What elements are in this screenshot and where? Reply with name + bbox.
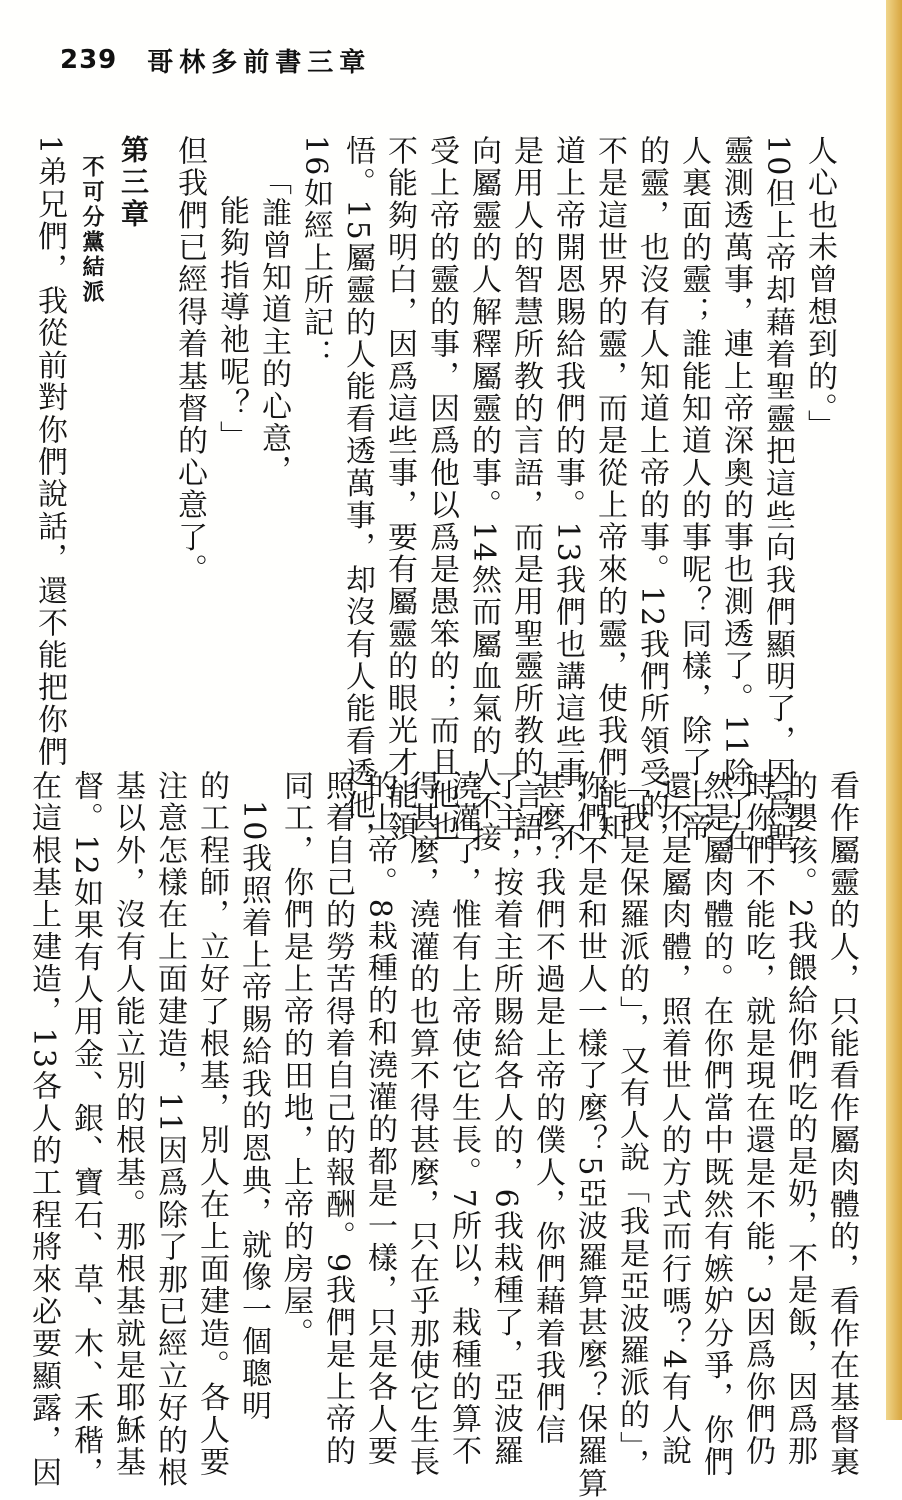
text-column: 督。12如果有人用金、銀、寶石、草、木、禾稭， bbox=[68, 770, 103, 1489]
text-column: 不能夠明白，因爲這些事，要有屬靈的眼光才能領 bbox=[382, 135, 417, 844]
top-text-block bbox=[28, 135, 840, 876]
text-column: 同工，你們是上帝的田地，上帝的房屋。 bbox=[278, 770, 313, 1350]
page-edge bbox=[886, 0, 902, 1420]
text-column: 1弟兄們，我從前對你們說話，還不能把你們 bbox=[32, 135, 67, 769]
bottom-text-block bbox=[22, 770, 862, 1500]
text-column: 靈測透萬事，連上帝深奧的事也測透了。11除了在 bbox=[718, 135, 753, 854]
text-column: 的工程師，立好了根基，別人在上面建造。各人要 bbox=[194, 770, 229, 1479]
text-column: 甚麼？我們不過是上帝的僕人，你們藉着我們信 bbox=[530, 770, 565, 1447]
text-column: 道上帝開恩賜給我們的事。13我們也講這些事，不 bbox=[550, 135, 585, 854]
text-column: 10我照着上帝賜給我的恩典，就像一個聰明 bbox=[236, 800, 271, 1423]
chapter-title: 第三章 bbox=[117, 135, 150, 231]
text-column: 得甚麼，澆灌的也算不得甚麼，只在乎那使它生長 bbox=[404, 770, 439, 1479]
text-column: 你們不是和世人一樣了麼？5亞波羅算甚麼？保羅算 bbox=[572, 770, 607, 1500]
text-column: 注意怎樣在上面建造，11因爲除了那已經立好的根 bbox=[152, 770, 187, 1489]
text-column: 的靈，也沒有人知道上帝的事。12我們所領受的， bbox=[634, 135, 669, 854]
text-column: 但我們已經得着基督的心意了。 bbox=[172, 135, 207, 586]
text-column: 了主；按着主所賜給各人的，6我栽種了，亞波羅 bbox=[488, 770, 523, 1468]
text-column: 「我是保羅派的」，又有人說「我是亞波羅派的」， bbox=[614, 770, 649, 1481]
page-header bbox=[60, 42, 371, 78]
chapter-subtitle: 不可分黨結派 bbox=[79, 155, 104, 305]
text-column: 照着自己的勞苦得着自己的報酬。9我們是上帝的 bbox=[320, 770, 355, 1468]
text-column: 時你們不能吃，就是現在還是不能，3因爲你們仍 bbox=[740, 770, 775, 1468]
text-column: 悟。15屬靈的人能看透萬事，却沒有人能看透他， bbox=[340, 135, 375, 854]
text-column: 16如經上所記： bbox=[298, 135, 333, 371]
text-column: 不是這世界的靈，而是從上帝來的靈，使我們能知 bbox=[592, 135, 627, 844]
quote-column: 能夠指導祂呢？」 bbox=[214, 195, 249, 453]
text-column: 人裏面的靈；誰能知道人的事呢？同樣，除了上帝 bbox=[676, 135, 711, 844]
quote-column: 「誰曾知道主的心意， bbox=[256, 165, 291, 487]
text-column: 在這根基上建造，13各人的工程將來必要顯露，因 bbox=[26, 770, 61, 1489]
text-column: 看作屬靈的人，只能看作屬肉體的，看作在基督裏 bbox=[824, 770, 859, 1479]
text-column: 澆灌了，惟有上帝使它生長。7所以，栽種的算不 bbox=[446, 770, 481, 1468]
text-column: 10但上帝却藉着聖靈把這些向我們顯明了，因爲聖 bbox=[760, 135, 795, 854]
text-column: 是用人的智慧所教的言語，而是用聖靈所教的言語， bbox=[508, 135, 543, 876]
text-column: 受上帝的靈的事，因爲他以爲是愚笨的；而且他也 bbox=[424, 135, 459, 844]
chapter-spacer bbox=[154, 135, 168, 725]
text-column: 的上帝。8栽種的和澆灌的都是一樣，只是各人要 bbox=[362, 770, 397, 1468]
text-column: 然是屬肉體的。在你們當中既然有嫉妒分爭，你們 bbox=[698, 770, 733, 1479]
text-column: 的嬰孩。2我餵給你們吃的是奶，不是飯，因爲那 bbox=[782, 770, 817, 1468]
text-column: 還不是屬肉體，照着世人的方式而行嗎？4有人說 bbox=[656, 770, 691, 1468]
text-column: 人心也未曾想到的。」 bbox=[802, 135, 837, 442]
running-title: 哥林多前書三章 bbox=[147, 47, 372, 78]
page-number: 239 bbox=[60, 45, 118, 75]
text-column: 基以外，沒有人能立別的根基。那根基就是耶穌基 bbox=[110, 770, 145, 1479]
text-column: 向屬靈的人解釋屬靈的事。14然而屬血氣的人不接 bbox=[466, 135, 501, 854]
